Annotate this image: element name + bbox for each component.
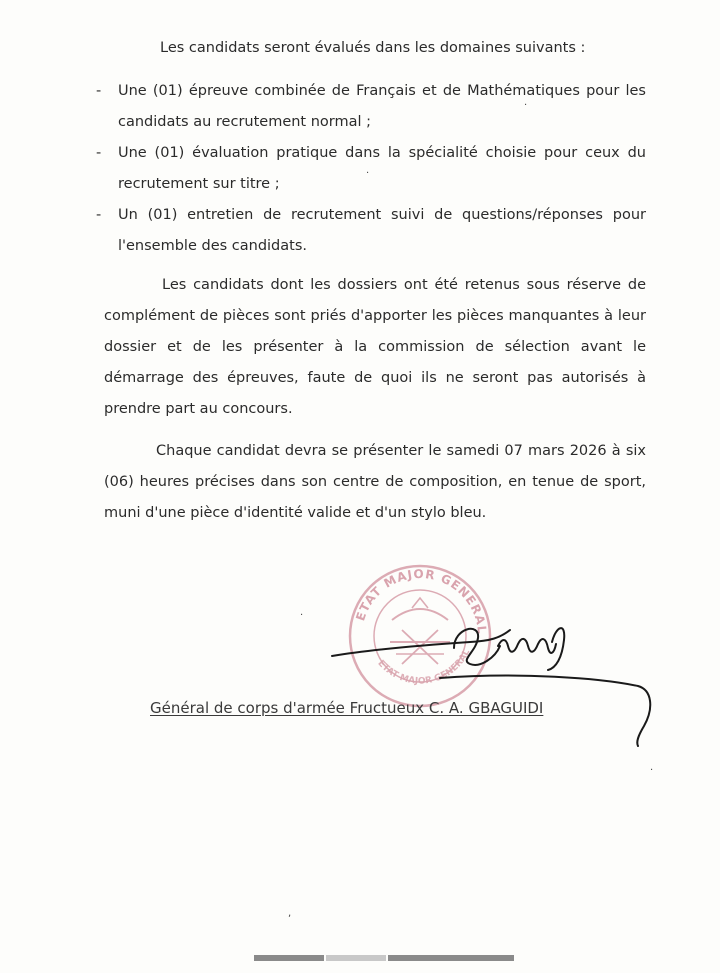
intro-sentence: Les candidats seront évalués dans les domaines suivants :	[160, 40, 586, 56]
list-item	[96, 138, 646, 200]
scan-speck: ,	[288, 908, 292, 919]
bullet-dash: -	[96, 207, 102, 223]
domain-text: Un (01) entretien de recrutement suivi de questions/réponses pour l'ensemble des candidats.	[118, 207, 646, 254]
scan-speck: ·	[524, 100, 528, 111]
missing-documents-paragraph: Les candidats dont les dossiers ont été retenus sous réserve de complément de pièces sont priés d'apporter les pièces manquantes à leur dossier et de les présenter à la commission de sélection avant le démarrage des épreuves, faute de quoi ils ne seront pas autorisés à prendre part au concours.	[104, 277, 646, 417]
list-item	[96, 200, 646, 262]
domain-text: Une (01) épreuve combinée de Français et de Mathématiques pour les candidats au recrutement normal ;	[118, 83, 646, 130]
signatory-name: Général de corps d'armée Fructueux C. A. GBAGUIDI	[150, 699, 544, 717]
bullet-dash: -	[96, 145, 102, 161]
handwritten-signature	[320, 608, 660, 748]
stamp-text-bottom: ETAT MAJOR GENERAL	[375, 647, 473, 687]
stamp-text-top: ETAT MAJOR GENERAL	[353, 566, 490, 636]
convocation-paragraph: Chaque candidat devra se présenter le samedi 07 mars 2026 à six (06) heures précises dans son centre de composition, en tenue de sport, muni d'une pièce d'identité valide et d'un stylo bleu.	[104, 443, 646, 521]
scan-speck: ·	[650, 765, 654, 776]
scan-speck: ·	[300, 610, 304, 621]
domain-text: Une (01) évaluation pratique dans la spécialité choisie pour ceux du recrutement sur titre ;	[118, 145, 646, 192]
bullet-dash: -	[96, 83, 102, 99]
scan-speck: ·	[366, 168, 370, 179]
footer-scan-bar	[254, 955, 514, 961]
list-item	[96, 76, 646, 138]
evaluation-domains-list	[96, 76, 646, 262]
